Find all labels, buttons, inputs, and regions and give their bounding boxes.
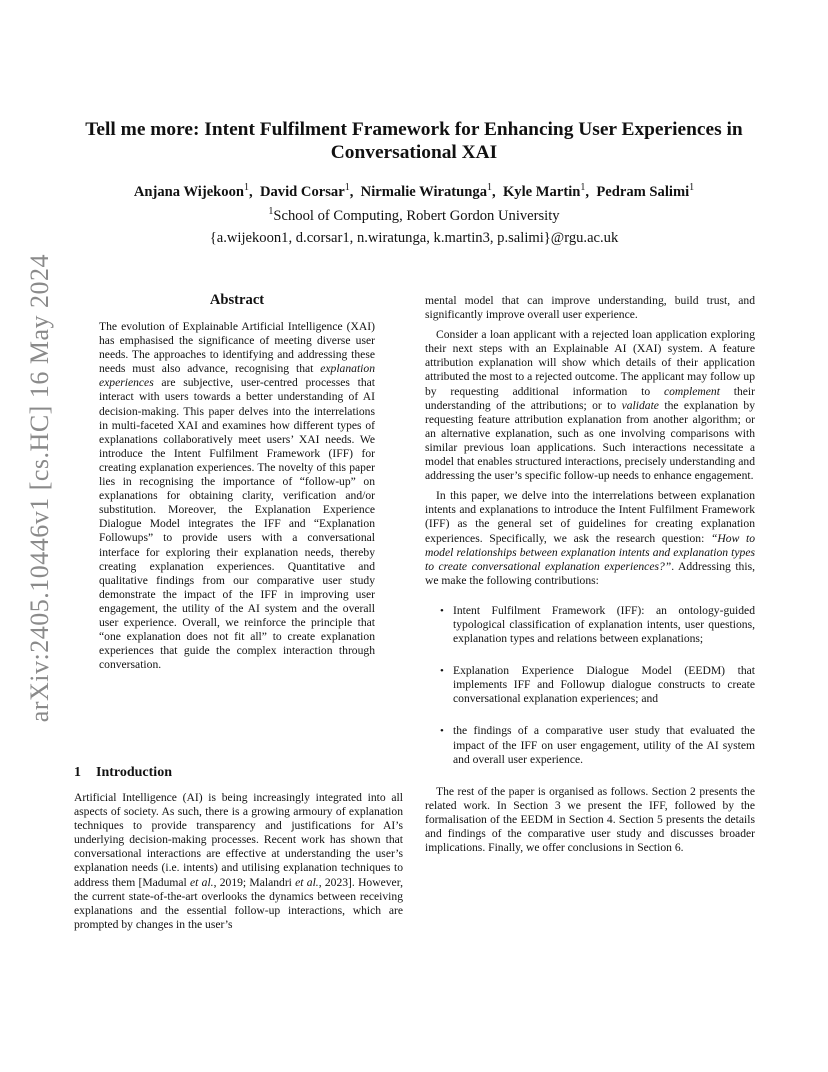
author-list: Anjana Wijekoon$^1$, David Corsar$^1$, Nirmalie Wiratunga$^1$, Kyle Martin$^1$, Pedram Salimi$^1$ [133, 182, 695, 200]
list-item: • Explanation Experience Dialogue Model (EEDM) that implements IFF and Followup dialogue constructs to create conversational explanation experiences; and [440, 664, 755, 706]
title-line-2: Conversational XAI [330, 142, 498, 163]
list-item: • the findings of a comparative user study that evaluated the impact of the IFF on user engagement, utility of the AI system and overall user experience. [440, 724, 755, 766]
paper-title [80, 118, 748, 164]
list-item: • Intent Fulfilment Framework (IFF): an ontology-guided typological classification of explanation intents, user questions, explanation types and relations between explanations; [440, 603, 755, 646]
author: Anjana Wijekoon$^1$ [133, 182, 250, 200]
affiliation: $^1$School of Computing, Robert Gordon University [268, 206, 560, 224]
bullet-icon: • [440, 604, 444, 617]
paragraph: mental model that can improve understanding, build trust, and significantly improve overall user experience. [425, 294, 755, 322]
contributions-list [425, 604, 755, 767]
arxiv-identifier [20, 253, 60, 723]
author: Kyle Martin$^1$ [502, 182, 586, 200]
section-heading-introduction: 1 Introduction [74, 765, 172, 780]
abstract-heading: Abstract [209, 292, 265, 308]
author-emails: {a.wijekoon1, d.corsar1, n.wiratunga, k.martin3, p.salimi}@rgu.ac.uk [209, 230, 619, 246]
author: Pedram Salimi$^1$ [596, 182, 695, 200]
right-column [425, 294, 755, 861]
author: David Corsar$^1$ [259, 182, 350, 200]
arxiv-identifier-text: arXiv:2405.10446v1 [cs.HC] 16 May 2024 [25, 253, 54, 723]
author: Nirmalie Wiratunga$^1$ [360, 182, 492, 200]
bullet-icon: • [440, 665, 444, 678]
introduction-body: Artificial Intelligence (AI) is being increasingly integrated into all aspects of society. As such, there is a growing armoury of explanation techniques to provide transparency and justifications for AI’s underlying decision-making processes. Recent work has shown that conversational interactions are effective at understanding the user’s explanation needs (i.e. intents) and utilising explanation techniques to address them [Madumal et al., 2019; Malandri et al., 2023]. However, the current state-of-the-art overlooks the dynamics between receiving explanations and the essential follow-up interactions, which are prompted by changes in the user’s [74, 791, 403, 931]
paragraph: In this paper, we delve into the interrelations between explanation intents and explanations to introduce the Intent Fulfilment Framework (IFF) as the general set of guidelines for creating explanation experiences. Specifically, we ask the research question: “How to model relationships between explanation intents and explanation types to create conversational explanation experiences?”. Addressing this, we make the following contributions: [425, 489, 755, 587]
abstract-body: The evolution of Explainable Artificial Intelligence (XAI) has emphasised the significance of meeting diverse user needs. The approaches to identifying and addressing these needs must also advance, recognising that explanation experiences are subjective, user-centred processes that interact with users towards a better understanding of AI decision-making. This paper delves into the interrelations in multi-faceted XAI and examines how different types of explanations collaboratively meet users’ XAI needs. We introduce the Intent Fulfilment Framework (IFF) for creating explanation experiences. The novelty of this paper lies in recognising the importance of “follow-up” on explanations for obtaining clarity, verification and/or substitution. Moreover, the Explanation Experience Dialogue Model integrates the IFF and “Explanation Followups” to provide users with a conversational interface for exploring their explanation needs, thereby creating explanation experiences. Quantitative and qualitative findings from our comparative user study demonstrate the impact of the IFF in improving user engagement, the utility of the AI system and the overall user experience. Overall, we reinforce the principle that “one explanation does not fit all” to create explanation experiences that guide the complex interaction through conversation. [99, 320, 375, 672]
paragraph: The rest of the paper is organised as follows. Section 2 presents the related work. In Section 3 we present the IFF, followed by the formalisation of the EEDM in Section 4. Section 5 presents the details and findings of the comparative user study and discusses broader implications. Finally, we offer conclusions in Section 6. [425, 784, 755, 855]
paragraph: Consider a loan applicant with a rejected loan application exploring their next steps with an Explainable AI (XAI) system. A feature attribution explanation will show which details of their application attributed the most to a rejected outcome. The applicant may follow up by requesting additional information to complement their understanding of the attributions; or to validate the explanation by requesting feature attribution explanation from another algorithm; or an alternative explanation, such as one involving comparisons with similar previous loan applications. Such interactions necessitate a model that enables structured interactions, precisely understanding and addressing the user’s specific follow-up needs to enhance engagement. [425, 328, 756, 483]
title-line-1: Tell me more: Intent Fulfilment Framework for Enhancing User Experiences in [85, 119, 743, 140]
bullet-icon: • [440, 725, 444, 738]
